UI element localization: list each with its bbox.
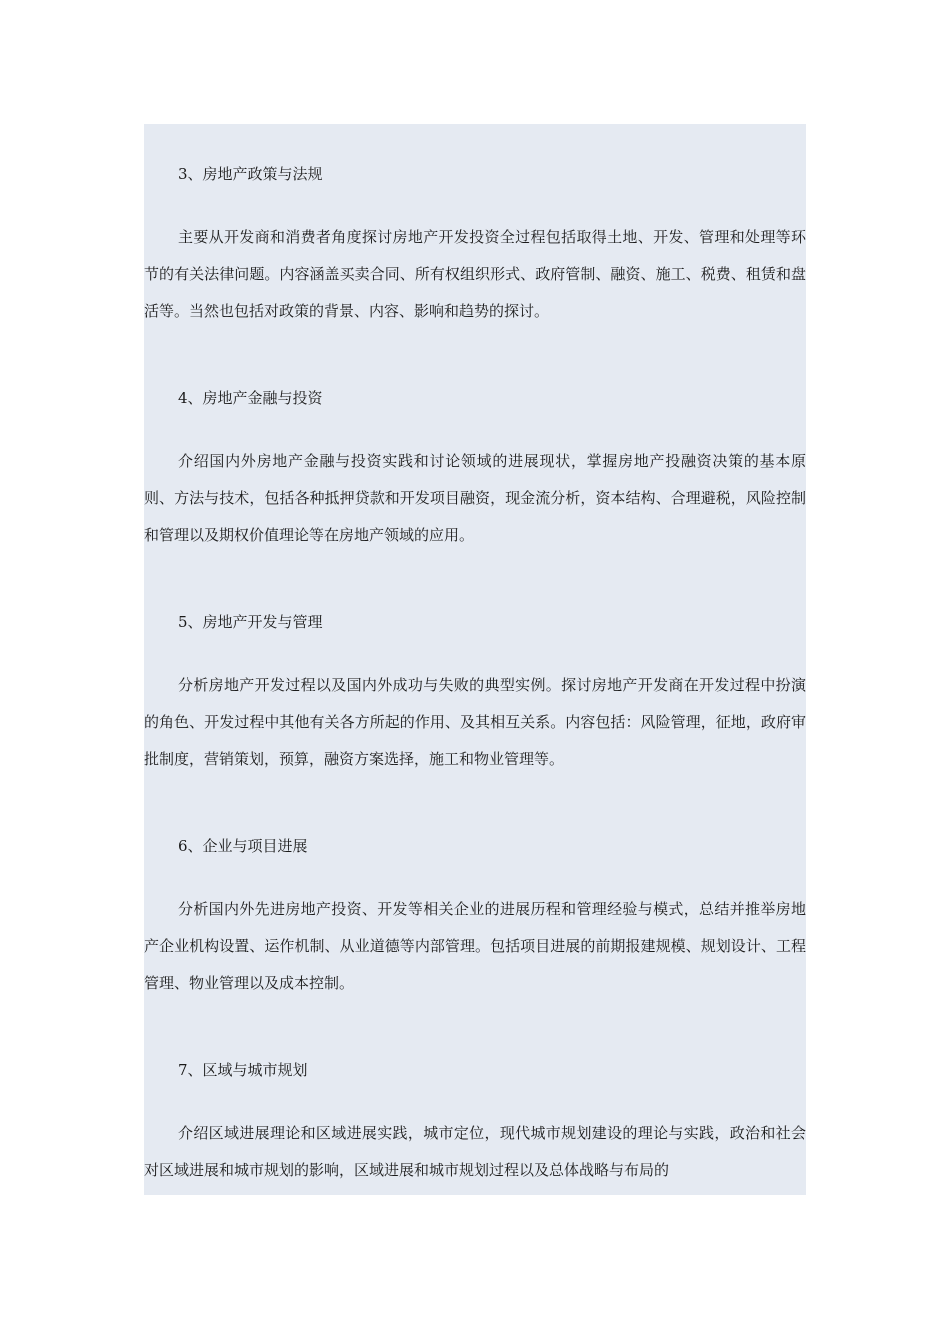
section-heading: 6、企业与项目进展 [178, 837, 308, 855]
section-heading: 4、房地产金融与投资 [178, 389, 323, 407]
section-heading: 7、区域与城市规划 [178, 1061, 308, 1079]
section-body: 介绍区域进展理论和区域进展实践，城市定位，现代城市规划建设的理论与实践，政治和社会对区域进展和城市规划的影响，区域进展和城市规划过程以及总体战略与布局的 [144, 1124, 806, 1179]
section-body: 主要从开发商和消费者角度探讨房地产开发投资全过程包括取得土地、开发、管理和处理等环节的有关法律问题。内容涵盖买卖合同、所有权组织形式、政府管制、融资、施工、税费、租赁和盘活等。当然也包括对政策的背景、内容、影响和趋势的探讨。 [144, 228, 806, 320]
section-body: 分析国内外先进房地产投资、开发等相关企业的进展历程和管理经验与模式，总结并推举房地产企业机构设置、运作机制、从业道德等内部管理。包括项目进展的前期报建规模、规划设计、工程管理、物业管理以及成本控制。 [144, 900, 806, 992]
section-body: 分析房地产开发过程以及国内外成功与失败的典型实例。探讨房地产开发商在开发过程中扮演的角色、开发过程中其他有关各方所起的作用、及其相互关系。内容包括：风险管理，征地，政府审批制度，营销策划，预算，融资方案选择，施工和物业管理等。 [144, 676, 806, 768]
document-content-panel [144, 124, 806, 1195]
section-heading: 3、房地产政策与法规 [178, 165, 323, 183]
section-body: 介绍国内外房地产金融与投资实践和讨论领域的进展现状，掌握房地产投融资决策的基本原则、方法与技术，包括各种抵押贷款和开发项目融资，现金流分析，资本结构、合理避税，风险控制和管理以及期权价值理论等在房地产领域的应用。 [144, 452, 806, 544]
section-heading: 5、房地产开发与管理 [178, 613, 323, 631]
